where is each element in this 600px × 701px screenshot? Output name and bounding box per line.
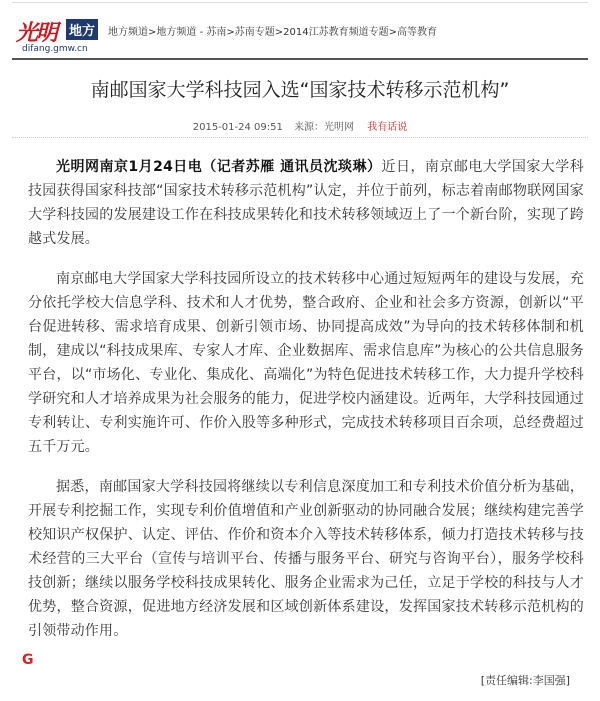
site-header xyxy=(12,14,588,60)
breadcrumb-sep: > xyxy=(226,27,235,38)
breadcrumb xyxy=(108,23,437,38)
breadcrumb-sep: > xyxy=(274,27,284,38)
breadcrumb-sep: > xyxy=(388,27,397,38)
breadcrumb-item[interactable]: 苏南专题 xyxy=(234,27,275,38)
breadcrumb-item[interactable]: 高等教育 xyxy=(396,27,437,38)
article-datetime: 2015-01-24 09:51 xyxy=(192,122,283,133)
article-source: 来源：光明网 xyxy=(294,122,355,133)
paragraph: 据悉，南邮国家大学科技园将继续以专利信息深度加工和专利技术价值分析为基础，开展专利挖掘工作，实现专利价值增值和产业创新驱动的协同融合发展；继续构建完善学校知识产权保护、认定、评估、作价和资本介入等技术转移体系，倾力打造技术转移与技术经营的三大平台（宣传与培训平台、传播与服务平台、研究与咨询平台），服务学校科技创新；继续以服务学校科技成果转化、服务企业需求为己任，立足于学校的科技与人才优势，整合资源，促进地方经济发展和区域创新体系建设，发挥国家技术转移示范机构的引领带动作用。 xyxy=(28,479,584,639)
gmw-end-icon: G xyxy=(22,652,34,668)
paragraph: 南京邮电大学国家大学科技园所设立的技术转移中心通过短短两年的建设与发展，充分依托学校大信息学科、技术和人才优势，整合政府、企业和社会多方资源，创新以“平台促进转移、需求培育成果、创新引领市场、协同提高成效”为导向的技术转移体制和机制，建成以“科技成果库、专家人才库、企业数据库、需求信息库”为核心的公共信息服务平台，以“市场化、专业化、集成化、高端化”为特色促进技术转移工作，大力提升学校科学研究和人才培养成果为社会服务的能力，促进学校内涵建设。近两年，大学科技园通过专利转让、专利实施许可、作价入股等多种形式，完成技术转移项目百余项，总经费超过五千万元。 xyxy=(28,271,584,455)
article-meta xyxy=(0,118,600,133)
breadcrumb-sep: > xyxy=(148,27,157,38)
logo-url: difang.gmw.cn xyxy=(22,44,88,54)
breadcrumb-item[interactable]: 2014江苏教育频道专题 xyxy=(283,27,389,38)
article-body xyxy=(28,155,584,659)
responsible-editor: [责任编辑:李国强] xyxy=(480,674,570,687)
article-lead: 光明网南京1月24日电（记者苏雁 通讯员沈琰琳） xyxy=(56,159,382,175)
comment-link[interactable]: 我有话说 xyxy=(367,122,408,133)
meta-divider xyxy=(12,137,588,139)
paragraph-text: 近日，南京邮电大学国家大学科技园获得国家科技部“国家技术转移示范机构”认定，并位于前列，标志着南邮物联网国家大学科技园的发展建设工作在科技成果转化和技术转移领域迈上了一个新台阶，实现了跨越式发展。 xyxy=(28,159,584,247)
logo-box: 地方 xyxy=(66,19,98,40)
paragraph xyxy=(28,155,584,251)
top-divider xyxy=(12,2,588,3)
article-title: 南邮国家大学科技园入选“国家技术转移示范机构” xyxy=(90,79,510,101)
site-logo[interactable] xyxy=(14,16,106,56)
breadcrumb-item[interactable]: 地方频道 - 苏南 xyxy=(156,27,227,38)
logo-script: 光明 xyxy=(16,20,57,46)
breadcrumb-item[interactable]: 地方频道 xyxy=(108,27,148,38)
